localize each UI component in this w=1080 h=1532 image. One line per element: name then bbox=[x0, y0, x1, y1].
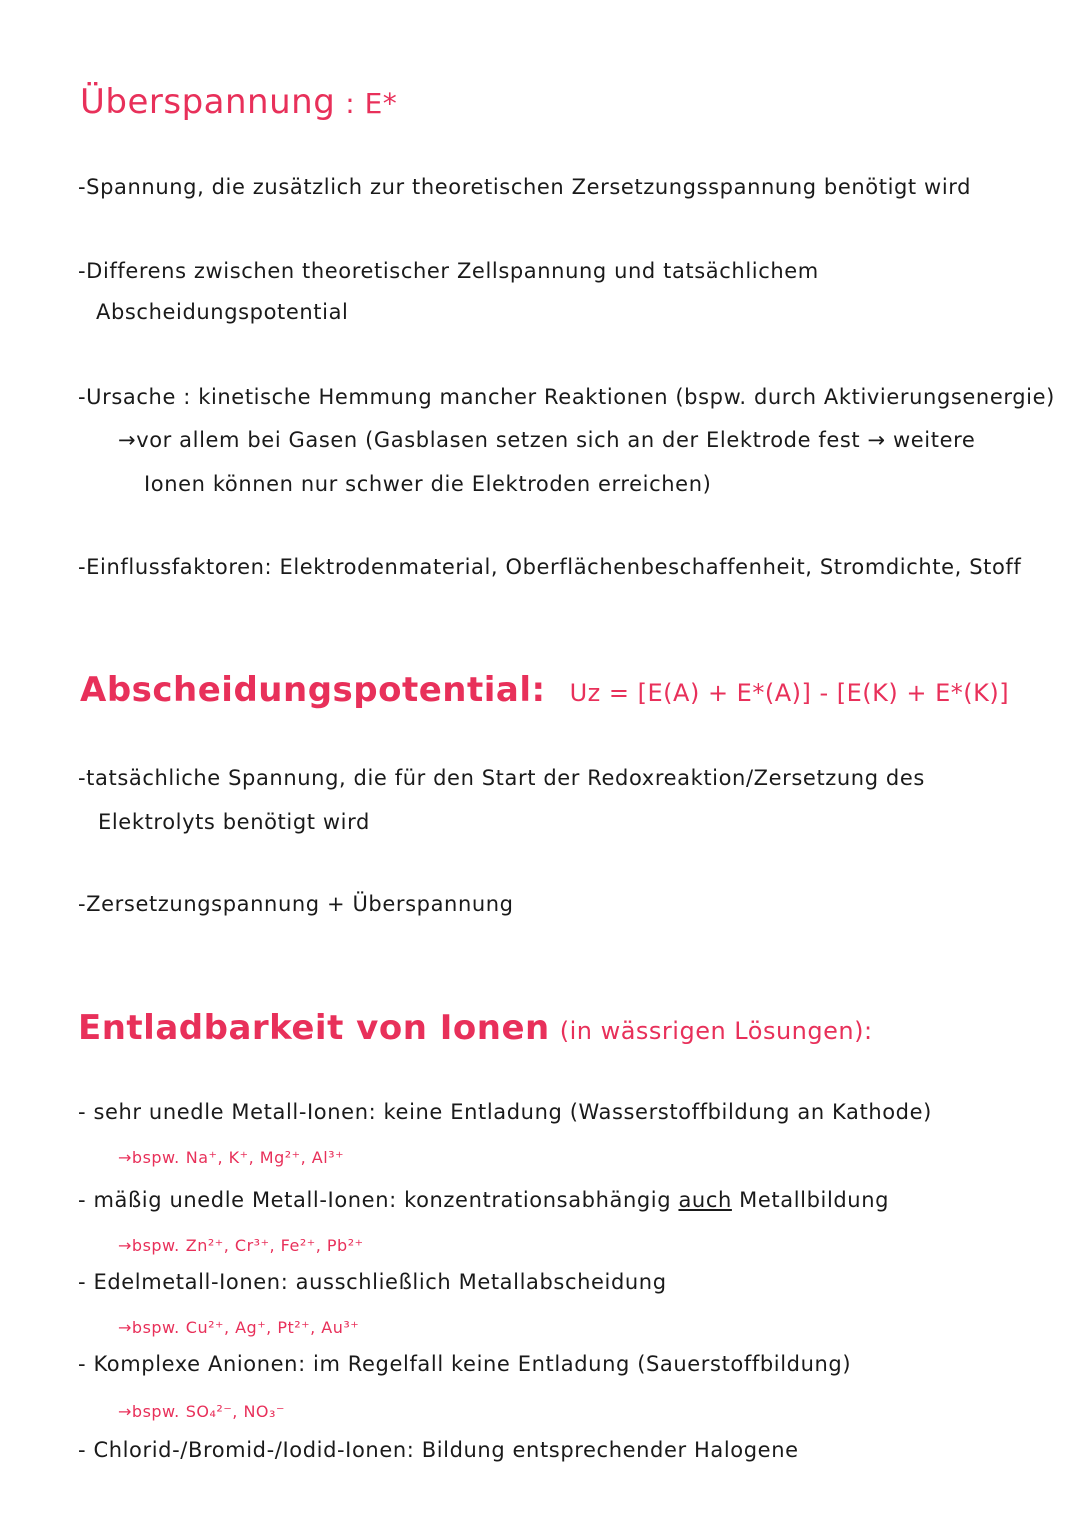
example-ions: Zn²⁺, Cr³⁺, Fe²⁺, Pb²⁺ bbox=[185, 1236, 364, 1255]
heading-abscheidungspotential bbox=[80, 670, 1009, 710]
example-label: →bspw. bbox=[118, 1148, 180, 1167]
bullet-differenz-cont: Abscheidungspotential bbox=[96, 300, 349, 324]
example-label: →bspw. bbox=[118, 1402, 180, 1421]
bullet-ursache-detail-cont: Ionen können nur schwer die Elektroden erreichen) bbox=[144, 472, 712, 496]
heading-ueberspannung-suffix: : E* bbox=[345, 87, 398, 120]
bullet-ursache-detail: →vor allem bei Gasen (Gasblasen setzen sich an der Elektrode fest → weitere bbox=[118, 428, 976, 452]
item-maessig-unedel-text-a: - mäßig unedle Metall-Ionen: konzentrationsabhängig bbox=[78, 1188, 679, 1212]
example-komplexe-anionen bbox=[118, 1402, 285, 1421]
example-maessig-unedel bbox=[118, 1236, 364, 1255]
bullet-differenz: -Differens zwischen theoretischer Zellspannung und tatsächlichem bbox=[78, 259, 819, 283]
example-ions: Na⁺, K⁺, Mg²⁺, Al³⁺ bbox=[185, 1148, 345, 1167]
bullet-tatsaechliche-spannung-cont: Elektrolyts benötigt wird bbox=[98, 810, 370, 834]
example-sehr-unedel bbox=[118, 1148, 344, 1167]
heading-ueberspannung-title: Überspannung bbox=[80, 82, 336, 122]
example-label: →bspw. bbox=[118, 1236, 180, 1255]
example-edelmetall bbox=[118, 1318, 359, 1337]
heading-entladbarkeit-title: Entladbarkeit von Ionen bbox=[78, 1008, 550, 1048]
bullet-definition: -Spannung, die zusätzlich zur theoretischen Zersetzungsspannung benötigt wird bbox=[78, 175, 972, 199]
heading-entladbarkeit-subtitle: (in wässrigen Lösungen): bbox=[559, 1017, 873, 1045]
example-ions: Cu²⁺, Ag⁺, Pt²⁺, Au³⁺ bbox=[185, 1318, 360, 1337]
item-komplexe-anionen: - Komplexe Anionen: im Regelfall keine Entladung (Sauerstoffbildung) bbox=[78, 1352, 852, 1376]
item-sehr-unedel: - sehr unedle Metall-Ionen: keine Entladung (Wasserstoffbildung an Kathode) bbox=[78, 1100, 932, 1124]
item-halogenid: - Chlorid-/Bromid-/Iodid-Ionen: Bildung entsprechender Halogene bbox=[78, 1438, 799, 1462]
bullet-summe: -Zersetzungspannung + Überspannung bbox=[78, 892, 514, 916]
item-maessig-unedel bbox=[78, 1188, 889, 1212]
item-maessig-unedel-text-b: Metallbildung bbox=[731, 1188, 890, 1212]
example-label: →bspw. bbox=[118, 1318, 180, 1337]
bullet-einflussfaktoren: -Einflussfaktoren: Elektrodenmaterial, Oberflächenbeschaffenheit, Stromdichte, Stoff bbox=[78, 555, 1022, 579]
heading-entladbarkeit bbox=[78, 1008, 873, 1048]
bullet-ursache: -Ursache : kinetische Hemmung mancher Reaktionen (bspw. durch Aktivierungsenergie) bbox=[78, 385, 1055, 409]
bullet-tatsaechliche-spannung: -tatsächliche Spannung, die für den Start der Redoxreaktion/Zersetzung des bbox=[78, 766, 925, 790]
item-edelmetall: - Edelmetall-Ionen: ausschließlich Metallabscheidung bbox=[78, 1270, 667, 1294]
formula: Uz = [E(A) + E*(A)] - [E(K) + E*(K)] bbox=[569, 679, 1010, 707]
item-maessig-unedel-auch: auch bbox=[678, 1188, 732, 1212]
example-ions: SO₄²⁻, NO₃⁻ bbox=[185, 1402, 285, 1421]
heading-abscheidungspotential-title: Abscheidungspotential: bbox=[80, 670, 546, 710]
heading-ueberspannung bbox=[80, 82, 397, 122]
